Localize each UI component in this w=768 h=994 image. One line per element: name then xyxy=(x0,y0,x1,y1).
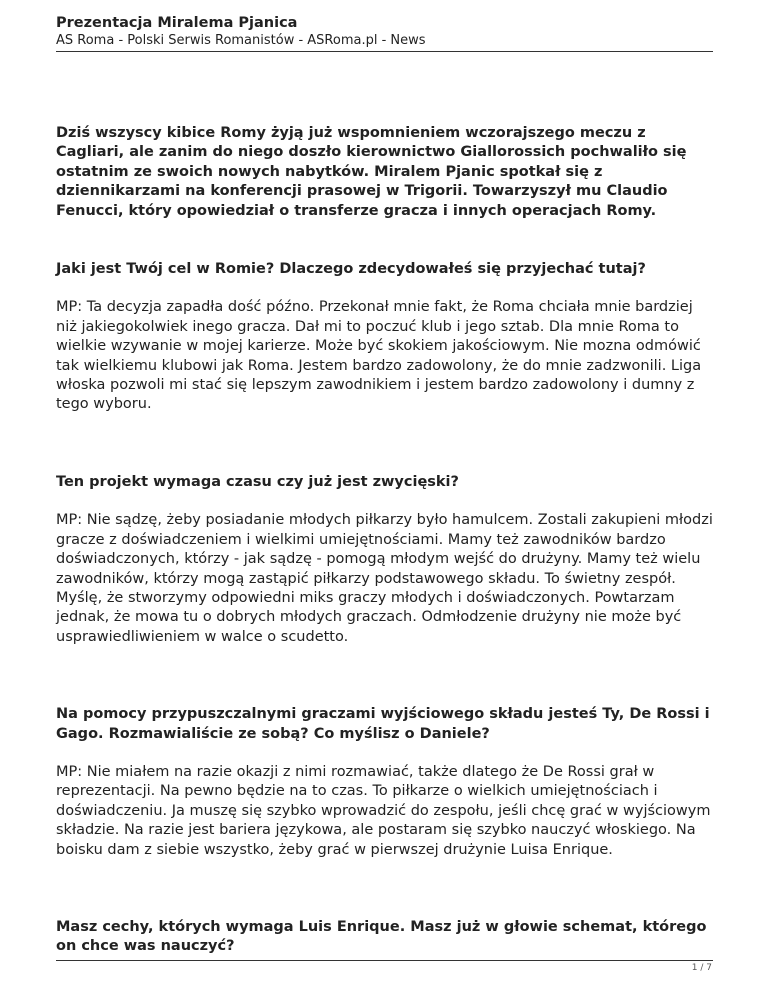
page-number: 1 / 7 xyxy=(691,963,712,973)
footer-divider xyxy=(56,960,713,961)
header-divider xyxy=(56,51,713,52)
answer-2: MP: Nie sądzę, żeby posiadanie młodych piłkarzy było hamulcem. Zostali zakupieni młodzi gracze z doświadczeniem i wielkimi umiejętnościami. Mamy też zawodników bardzo doświadczonych, którzy - jak sądzę - pomogą młodym wejść do drużyny. Mamy też wielu zawodników, którzy mogą zastąpić piłkarzy podstawowego składu. To świetny zespół. Myślę, że stworzymy odpowiedni miks graczy młodych i doświadczonych. Powtarzam jednak, że mowa tu o dobrych młodych graczach. Odmłodzenie drużyny nie może być usprawiedliwieniem w walce o scudetto. xyxy=(56,512,713,645)
answer-1: MP: Ta decyzja zapadła dość późno. Przekonał mnie fakt, że Roma chciała mnie bardziej niż jakiegokolwiek inego gracza. Dał mi to poczuć klub i jego sztab. Dla mnie Roma to wielkie wzywanie w mojej karierze. Może być skokiem jakościowym. Nie mozna odmówić tak wielkiemu klubowi jak Roma. Jestem bardzo zadowolony, że do mnie zadzwonili. Liga włoska pozwoli mi stać się lepszym zawodnikiem i jestem bardzo zadowolony i dumny z tego wyboru. xyxy=(56,299,702,413)
question-4: Masz cechy, których wymaga Luis Enrique. Masz już w głowie schemat, którego on chce was nauczyć? xyxy=(56,918,707,955)
answer-3: MP: Nie miałem na razie okazji z nimi rozmawiać, także dlatego że De Rossi grał w reprezentacji. Na pewno będzie na to czas. To piłkarze o wielkich umiejętnościach i doświadczeniu. Ja muszę się szybko wprowadzić do zespołu, jeśli chcę grać w wyjściowym składzie. Na razie jest bariera językowa, ale postaram się szybko nauczyć włoskiego. Na boisku dam z siebie wszystko, żeby grać w pierwszej drużynie Luisa Enrique. xyxy=(56,763,711,858)
document-subtitle: AS Roma - Polski Serwis Romanistów - ASRoma.pl - News xyxy=(56,33,426,48)
question-3: Na pomocy przypuszczalnymi graczami wyjściowego składu jesteś Ty, De Rossi i Gago. Rozmawialiście ze sobą? Co myślisz o Daniele? xyxy=(56,706,710,742)
question-2: Ten projekt wymaga czasu czy już jest zwycięski? xyxy=(56,473,459,490)
article-body xyxy=(56,124,713,957)
article-intro: Dziś wszyscy kibice Romy żyją już wspomnieniem wczorajszego meczu z Cagliari, ale zanim do niego doszło kierownictwo Giallorossich pochwaliło się ostatnim ze swoich nowych nabytków. Miralem Pjanic spotkał się z dziennikarzami na konferencji prasowej w Trigorii. Towarzyszył mu Claudio Fenucci, który opowiedział o transferze gracza i innych operacjach Romy. xyxy=(56,125,687,219)
document-title: Prezentacja Miralema Pjanica xyxy=(56,15,298,31)
page-header xyxy=(56,14,713,49)
question-1: Jaki jest Twój cel w Romie? Dlaczego zdecydowałeś się przyjechać tutaj? xyxy=(56,261,646,278)
